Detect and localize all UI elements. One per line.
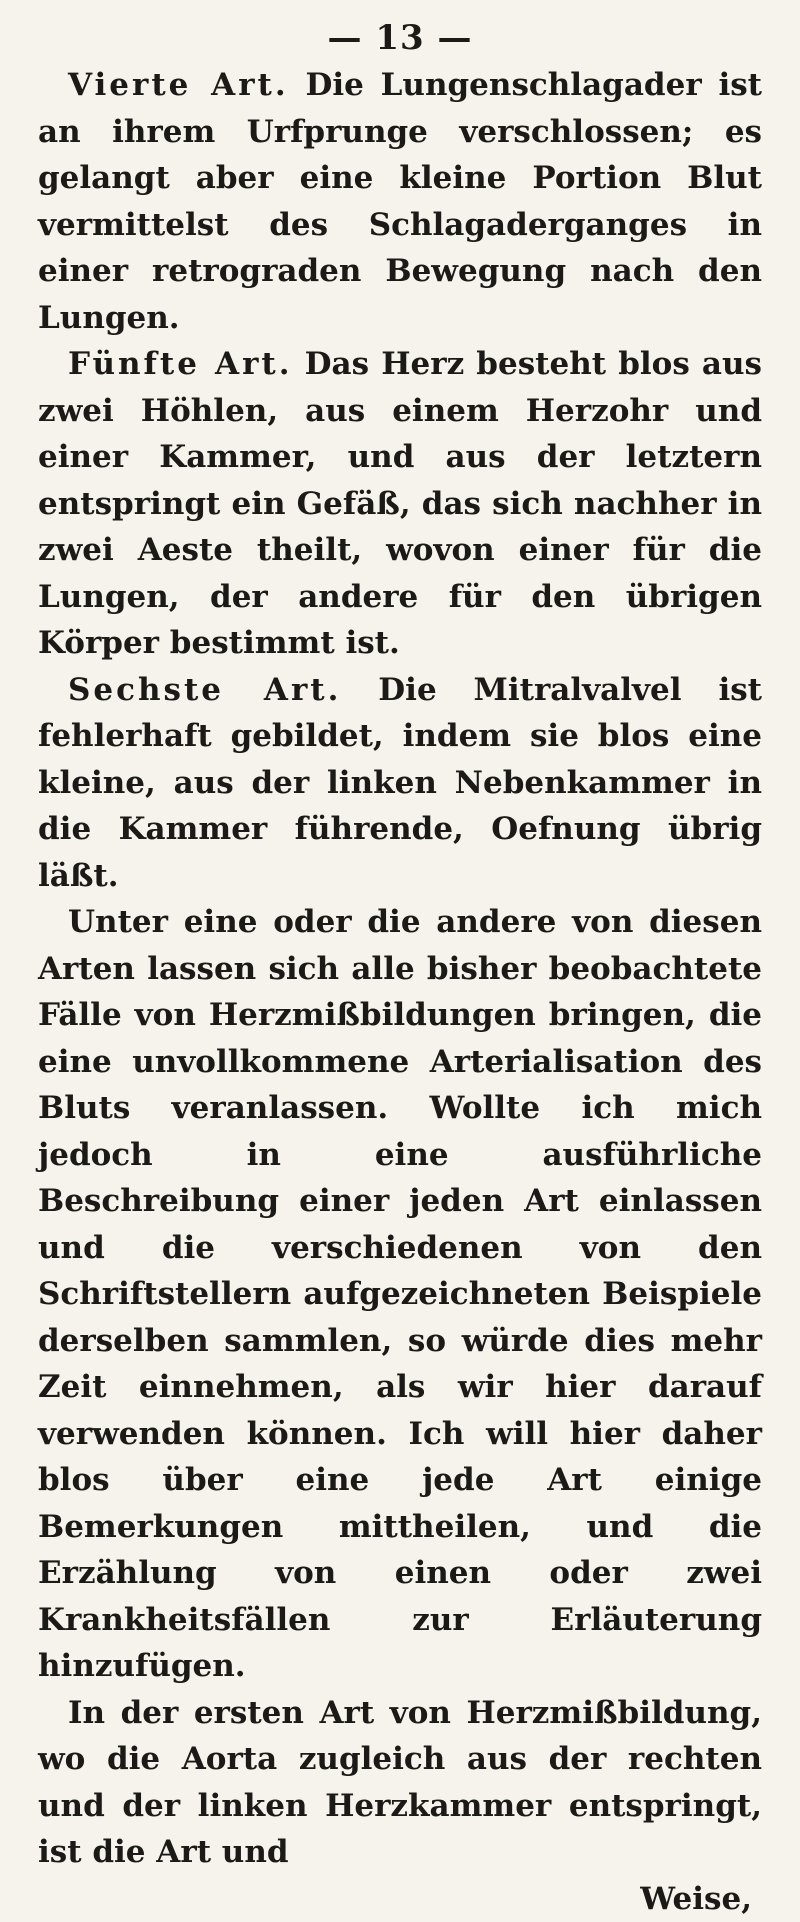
paragraph-vierte-art — [38, 62, 762, 341]
paragraph-lead: Sechste Art. — [68, 672, 341, 708]
paragraph-fuenfte-art — [38, 341, 762, 667]
page-number: — 13 — — [38, 18, 762, 62]
paragraph-erste-art — [38, 1690, 762, 1876]
paragraph-body: Die Lungenschlagader ist an ihrem Urfprunge verschlossen; es gelangt aber eine kleine Portion Blut vermittelst des Schlagaderganges in einer retrograden Bewegung nach den Lungen. — [38, 67, 762, 336]
paragraph-body: In der ersten Art von Herzmißbildung, wo die Aorta zugleich aus der rechten und der linken Herzkammer entspringt, ist die Art und — [38, 1695, 762, 1871]
paragraph-body: Die Mitralvalvel ist fehlerhaft gebildet, indem sie blos eine kleine, aus der linken Nebenkammer in die Kammer führende, Oefnung übrig läßt. — [38, 672, 762, 894]
book-page — [38, 18, 762, 1438]
catchword: Weise, — [38, 1876, 762, 1922]
paragraph-unter-eine — [38, 899, 762, 1690]
paragraph-body: Das Herz besteht blos aus zwei Höhlen, aus einem Herzohr und einer Kammer, und aus der letztern entspringt ein Gefäß, das sich nachher in zwei Aeste theilt, wovon einer für die Lungen, der andere für den übrigen Körper bestimmt ist. — [38, 346, 762, 661]
paragraph-lead: Fünfte Art. — [68, 346, 293, 382]
paragraph-sechste-art — [38, 667, 762, 900]
paragraph-body: Unter eine oder die andere von diesen Arten lassen sich alle bisher beobachtete Fälle von Herzmißbildungen bringen, die eine unvollkommene Arterialisation des Bluts veranlassen. Wollte ich mich jedoch in eine ausführliche Beschreibung einer jeden Art einlassen und die verschiedenen von den Schriftstellern aufgezeichneten Beispiele derselben sammlen, so würde dies mehr Zeit einnehmen, als wir hier darauf verwenden können. Ich will hier daher blos über eine jede Art einige Bemerkungen mittheilen, und die Erzählung von einen oder zwei Krankheitsfällen zur Erläuterung hinzufügen. — [38, 904, 762, 1684]
paragraph-lead: Vierte Art. — [68, 67, 289, 103]
body-text — [38, 62, 762, 1876]
